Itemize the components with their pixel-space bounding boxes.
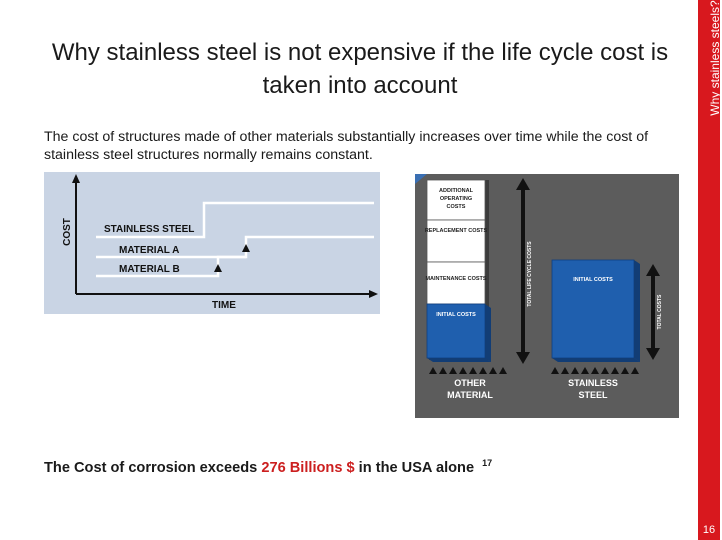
slide-title: Why stainless steel is not expensive if the life cycle cost is taken into account (51, 39, 669, 99)
stainless-initial-costs-side (634, 260, 640, 362)
corrosion-cost-amount: 276 Billions $ (261, 460, 355, 476)
slide-subtitle: The cost of structures made of other materials substantially increases over time while the cost of stainless steel structures normally remains constant. (44, 129, 649, 163)
stainless-steel-label-line2: STEEL (578, 390, 608, 400)
other-material-label-line2: MATERIAL (447, 390, 493, 400)
other-initial-costs-label: INITIAL COSTS (436, 312, 476, 318)
side-title: Why stainless steels? (708, 0, 722, 116)
footnote-reference: 17 (482, 458, 493, 468)
maintenance-costs-label: MAINTENANCE COSTS (425, 276, 487, 282)
maintenance-costs-box (427, 262, 485, 304)
cost-time-diagram (44, 172, 380, 314)
diagram-background (44, 172, 380, 314)
other-initial-costs-side (485, 304, 491, 362)
corrosion-cost-statement (44, 460, 492, 476)
x-axis-label: TIME (212, 300, 236, 311)
life-cycle-cost-diagram (415, 174, 679, 418)
page-number: 16 (702, 524, 716, 536)
side-title-wrap (698, 0, 720, 118)
total-life-cycle-label: TOTAL LIFE CYCLE COSTS (527, 241, 533, 307)
corrosion-cost-suffix: in the USA alone (354, 460, 475, 476)
material-b-label: MATERIAL B (119, 264, 180, 275)
y-axis-label: COST (62, 218, 73, 246)
other-material-label-line1: OTHER (454, 378, 486, 388)
total-costs-label: TOTAL COSTS (657, 294, 663, 330)
stainless-steel-label-line1: STAINLESS (568, 378, 618, 388)
stainless-steel-label: STAINLESS STEEL (104, 224, 195, 235)
additional-operating-costs-label: ADDITIONAL OPERATING COSTS (439, 188, 473, 210)
other-initial-costs-base (427, 358, 491, 362)
stainless-initial-costs-label: INITIAL COSTS (573, 277, 613, 283)
stainless-initial-costs-box (552, 260, 634, 358)
replacement-costs-box (427, 220, 485, 262)
material-a-label: MATERIAL A (119, 245, 180, 256)
replacement-costs-label: REPLACEMENT COSTS (424, 228, 488, 234)
stainless-initial-costs-base (552, 358, 640, 362)
corrosion-cost-prefix: The Cost of corrosion exceeds (44, 460, 262, 476)
